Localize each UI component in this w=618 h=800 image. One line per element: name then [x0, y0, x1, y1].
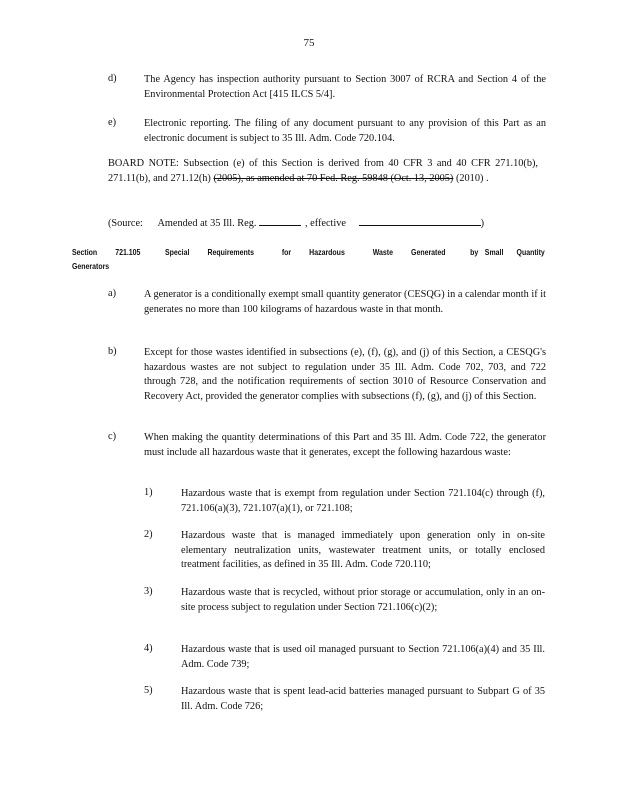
source-effective: , effective: [305, 218, 346, 229]
list-label-4: 4): [144, 643, 153, 654]
effective-date-blank: [359, 216, 481, 226]
source-amended: Amended at 35 Ill. Reg.: [157, 218, 257, 229]
source-line: [108, 216, 484, 229]
section-number: 721.105: [115, 247, 141, 257]
item-text-d: The Agency has inspection authority pursuant to Section 3007 of RCRA and Section 4 of the Environmental Protection Act [415 ILCS 5/4].: [144, 74, 546, 100]
list-text-5: Hazardous waste that is spent lead-acid batteries managed pursuant to Subpart G of 35 Ill. Adm. Code 726;: [181, 686, 545, 712]
section-heading: [72, 245, 545, 273]
subsection-label-b: b): [108, 346, 117, 357]
item-text-e: Electronic reporting. The filing of any document pursuant to any provision of this Part as an electronic document is subject to 35 Ill. Adm. Code 720.104.: [144, 118, 546, 144]
heading-word: Generated: [411, 247, 446, 257]
list-label-2: 2): [144, 529, 153, 540]
section-word: Section: [72, 247, 98, 257]
heading-word: Small: [484, 247, 504, 257]
page-number: 75: [303, 37, 315, 49]
board-note-suffix: (2010) .: [453, 172, 489, 184]
heading-word: Requirements: [207, 247, 254, 257]
list-label-5: 5): [144, 685, 153, 696]
source-open: (Source:: [108, 218, 143, 229]
heading-word: Hazardous: [309, 247, 345, 257]
list-text-4: Hazardous waste that is used oil managed pursuant to Section 721.106(a)(4) and 35 Ill. Adm. Code 739;: [181, 644, 545, 670]
list-text-1: Hazardous waste that is exempt from regulation under Section 721.104(c) through (f), 721.106(a)(3), 721.107(a)(1), or 721.108;: [181, 488, 545, 514]
board-note-text: BOARD NOTE: Subsection (e) of this Section is derived from 40 CFR 3 and 40 CFR 271.10(b), 271.11(b), and 271.12(h): [108, 158, 538, 184]
list-text-2: Hazardous waste that is managed immediately upon generation only in on-site elementary neutralization units, wastewater treatment units, or totally enclosed treatment facilities, as defined in 35 Ill. Adm. Code 720.110;: [181, 530, 545, 571]
heading-word: Special: [165, 247, 190, 257]
heading-word: Waste: [372, 247, 393, 257]
heading-word: by: [470, 247, 479, 257]
list-label-1: 1): [144, 487, 153, 498]
source-close: ): [480, 218, 484, 229]
board-note: [108, 157, 538, 186]
subsection-label-a: a): [108, 288, 116, 299]
register-blank: [259, 216, 301, 226]
board-note-struck: (2005), as amended at 70 Fed. Reg. 59848 (Oct. 13, 2005): [213, 172, 454, 184]
heading-continuation: Generators: [72, 261, 110, 271]
list-text-3: Hazardous waste that is recycled, without prior storage or accumulation, only in an on-site process subject to regulation under Section 721.106(c)(2);: [181, 587, 545, 613]
subsection-text-b: Except for those wastes identified in subsections (e), (f), (g), and (j) of this Section, a CESQG's hazardous wastes are not subject to regulation under 35 Ill. Adm. Code 702, 703, and 722 through 728, and the notification requirements of section 3010 of Resource Conservation and Recovery Act, provided the generator complies with subsections (f), (g), and (j) of this Section.: [144, 347, 546, 402]
list-label-3: 3): [144, 586, 153, 597]
subsection-label-c: c): [108, 431, 116, 442]
item-label-e: e): [108, 117, 116, 128]
heading-word: Quantity: [516, 247, 545, 257]
subsection-text-c: When making the quantity determinations of this Part and 35 Ill. Adm. Code 722, the generator must include all hazardous waste that it generates, except the following hazardous waste:: [144, 432, 546, 458]
item-label-d: d): [108, 73, 117, 84]
subsection-text-a: A generator is a conditionally exempt small quantity generator (CESQG) in a calendar month if it generates no more than 100 kilograms of hazardous waste in that month.: [144, 289, 546, 315]
heading-word: for: [281, 247, 292, 257]
